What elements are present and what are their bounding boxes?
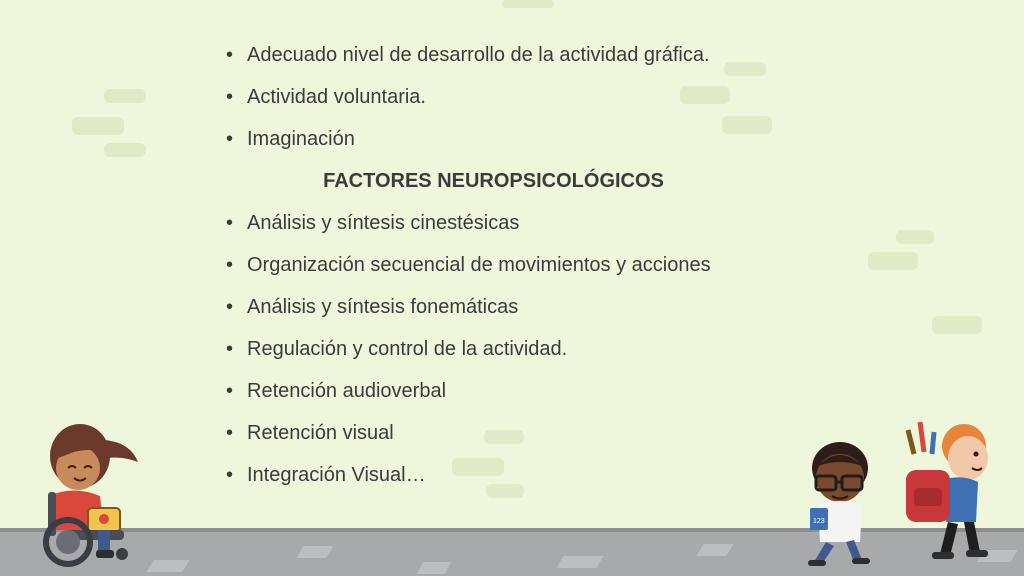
bullet-symbol: • — [226, 86, 234, 108]
child-in-wheelchair-illustration — [34, 422, 158, 568]
child-with-backpack-illustration — [898, 412, 1002, 568]
bullet-symbol: • — [226, 422, 234, 444]
bullet-symbol: • — [226, 44, 234, 66]
bullet-item — [226, 332, 786, 374]
background-brick — [502, 0, 554, 8]
bullet-text: Retención audioverbal — [247, 380, 447, 402]
bullet-item — [226, 80, 786, 122]
bullet-symbol: • — [226, 212, 234, 234]
svg-text:123: 123 — [813, 518, 825, 525]
bullet-item — [226, 122, 786, 164]
bullet-text: Imaginación — [247, 128, 355, 150]
background-brick — [932, 316, 982, 334]
bullet-item — [226, 206, 786, 248]
bullet-item — [226, 416, 786, 458]
child-with-glasses-illustration — [800, 438, 880, 568]
bullet-item — [226, 248, 786, 290]
background-brick — [72, 117, 124, 135]
background-brick — [868, 252, 918, 270]
bullet-text: Retención visual — [247, 422, 394, 444]
bullet-symbol: • — [226, 296, 234, 318]
background-brick — [896, 230, 934, 244]
slide-content — [226, 38, 786, 500]
bullet-text: Regulación y control de la actividad. — [247, 338, 568, 360]
background-brick — [104, 89, 146, 103]
bullet-text: Organización secuencial de movimientos y acciones — [247, 254, 711, 276]
bullet-text: Análisis y síntesis fonemáticas — [247, 296, 519, 318]
bullet-text: Adecuado nivel de desarrollo de la actividad gráfica. — [247, 44, 710, 66]
bullet-symbol: • — [226, 128, 234, 150]
bullet-text: Actividad voluntaria. — [247, 86, 426, 108]
bullet-text: Integración Visual… — [247, 464, 426, 486]
bullet-symbol: • — [226, 380, 234, 402]
bullet-symbol: • — [226, 254, 234, 276]
bullet-item — [226, 290, 786, 332]
bullet-symbol: • — [226, 464, 234, 486]
sidewalk-tile — [557, 556, 604, 568]
bullet-symbol: • — [226, 338, 234, 360]
background-brick — [104, 143, 146, 157]
bullet-item — [226, 458, 786, 500]
bullet-text: Análisis y síntesis cinestésicas — [247, 212, 520, 234]
bullet-item — [226, 374, 786, 416]
section-heading: FACTORES NEUROPSICOLÓGICOS — [323, 170, 664, 192]
bullet-item — [226, 38, 786, 80]
